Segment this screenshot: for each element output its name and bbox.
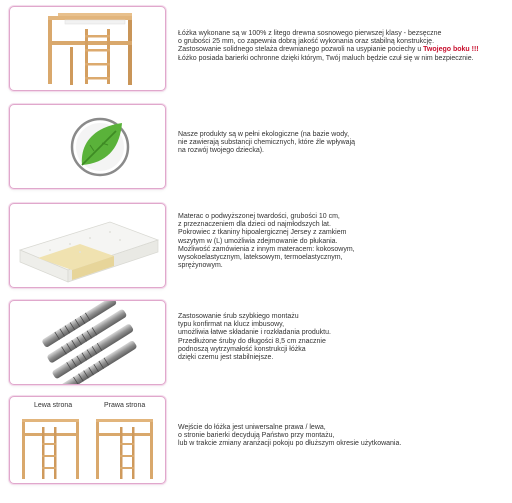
mattress-description [178, 213, 508, 270]
bed-line-2: o grubości 25 mm, co zapewnia dobrą jakość wykonania oraz stabilną konstrukcję. [178, 38, 435, 46]
eco-line-3: na rozwój twojego dziecka). [178, 147, 264, 155]
screws-description [178, 313, 508, 362]
left-side-label: Lewa strona [34, 402, 73, 409]
mattress-line-5: Możliwość zamówienia z innym materacem: kokosowym, [178, 245, 355, 253]
bed-line-3-text: Zastosowanie solidnego stelaża drewnianego pozwoli na usypianie pociechy u [178, 46, 424, 54]
mattress-image-card [9, 203, 166, 288]
left-right-ladder-image [10, 397, 165, 483]
mattress-line-4: wszytym w (L) umożliwia zdejmowanie do płukania. [178, 237, 338, 245]
screws-image-card [9, 300, 166, 385]
ladder-line-3: lub w trakcie zmiany aranżacji pokoju po dłuższym okresie użytkowania. [178, 440, 402, 448]
bed-description [178, 30, 508, 63]
eco-line-1: Nasze produkty są w pełni ekologiczne (na bazie wody, [178, 131, 350, 138]
eco-line-2: nie zawierają substancji chemicznych, które źle wpływają [178, 139, 356, 147]
mattress-image [10, 204, 165, 287]
ladder-line-2: o stronie barierki decydują Państwo przy montażu, [178, 432, 335, 440]
screws-line-5: podnoszą wytrzymałość konstrukcji łóżka [178, 345, 306, 353]
bed-line-3 [178, 46, 508, 54]
mattress-line-2: z przeznaczeniem dla dzieci od najmłodszych lat. [178, 221, 331, 229]
bed-highlight: Twojego boku !!! [423, 46, 479, 54]
screws-line-2: typu konfirmat na klucz imbusowy, [178, 321, 285, 329]
mattress-line-7: sprężynowym. [178, 262, 223, 270]
bunk-bed-frame-image [10, 7, 165, 90]
screws-image [10, 301, 165, 384]
ladder-sides-image-card [9, 396, 166, 484]
screws-line-1: Zastosowanie śrub szybkiego montażu [178, 313, 299, 320]
right-side-label: Prawa strona [104, 402, 146, 409]
screws-line-4: Przedłużone śruby do długości 8,5 cm znacznie [178, 337, 326, 345]
bed-line-1: Łóżka wykonane są w 100% z litego drewna sosnowego pierwszej klasy - bezsęczne [178, 30, 442, 37]
mattress-line-6: wysokoelastycznym, lateksowym, termoelastycznym, [178, 254, 343, 262]
ladder-line-1: Wejście do łóżka jest uniwersalne prawa / lewa, [178, 424, 326, 431]
eco-image-card [9, 104, 166, 189]
mattress-line-1: Materac o podwyższonej twardości, grubości 10 cm, [178, 213, 340, 220]
mattress-line-3: Pokrowiec z tkaniny hipoalergicznej Jersey z zamkiem [178, 229, 347, 237]
eco-leaf-image [10, 105, 165, 188]
ladder-description [178, 424, 508, 449]
screws-line-3: umożliwia łatwe składanie i rozkładania produktu. [178, 329, 331, 337]
bed-line-4: Łóżko posiada barierki ochronne dzięki którym, Twój maluch będzie czuł się w nim bezpiecznie. [178, 54, 474, 62]
bunk-bed-image-card [9, 6, 166, 91]
eco-description [178, 131, 508, 156]
screws-line-6: dzięki czemu jest stabilniejsze. [178, 354, 274, 362]
